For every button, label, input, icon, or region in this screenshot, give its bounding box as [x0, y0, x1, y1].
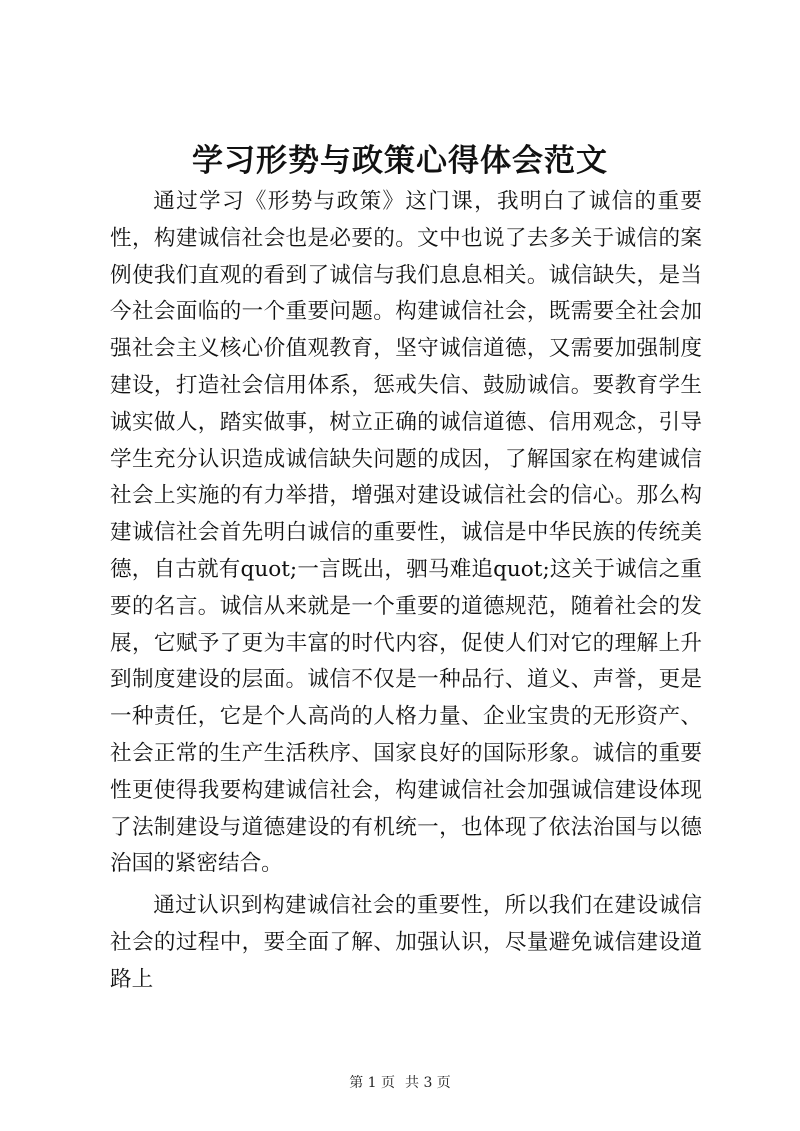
document-body [110, 184, 702, 999]
paragraph: 通过学习《形势与政策》这门课，我明白了诚信的重要性，构建诚信社会也是必要的。文中也说了去多关于诚信的案例使我们直观的看到了诚信与我们息息相关。诚信缺失，是当今社会面临的一个重要问题。构建诚信社会，既需要全社会加强社会主义核心价值观教育，坚守诚信道德，又需要加强制度建设，打造社会信用体系，惩戒失信、鼓励诚信。要教育学生诚实做人，踏实做事，树立正确的诚信道德、信用观念，引导学生充分认识造成诚信缺失问题的成因，了解国家在构建诚信社会上实施的有力举措，增强对建设诚信社会的信心。那么构建诚信社会首先明白诚信的重要性，诚信是中华民族的传统美德，自古就有quot;一言既出，驷马难追quot;这关于诚信之重要的名言。诚信从来就是一个重要的道德规范，随着社会的发展，它赋予了更为丰富的时代内容，促使人们对它的理解上升到制度建设的层面。诚信不仅是一种品行、道义、声誉，更是一种责任，它是个人高尚的人格力量、企业宝贵的无形资产、社会正常的生产生活秩序、国家良好的国际形象。诚信的重要性更使得我要构建诚信社会，构建诚信社会加强诚信建设体现了法制建设与道德建设的有机统一，也体现了依法治国与以德治国的紧密结合。 [110, 189, 702, 877]
page-number: 第 1 页 [349, 1075, 395, 1091]
paragraph: 通过认识到构建诚信社会的重要性，所以我们在建设诚信社会的过程中，要全面了解、加强认识，尽量避免诚信建设道路上 [110, 893, 702, 992]
page-footer [0, 1074, 800, 1092]
document-title: 学习形势与政策心得体会范文 [192, 143, 608, 179]
page-total: 共 3 页 [405, 1075, 451, 1091]
